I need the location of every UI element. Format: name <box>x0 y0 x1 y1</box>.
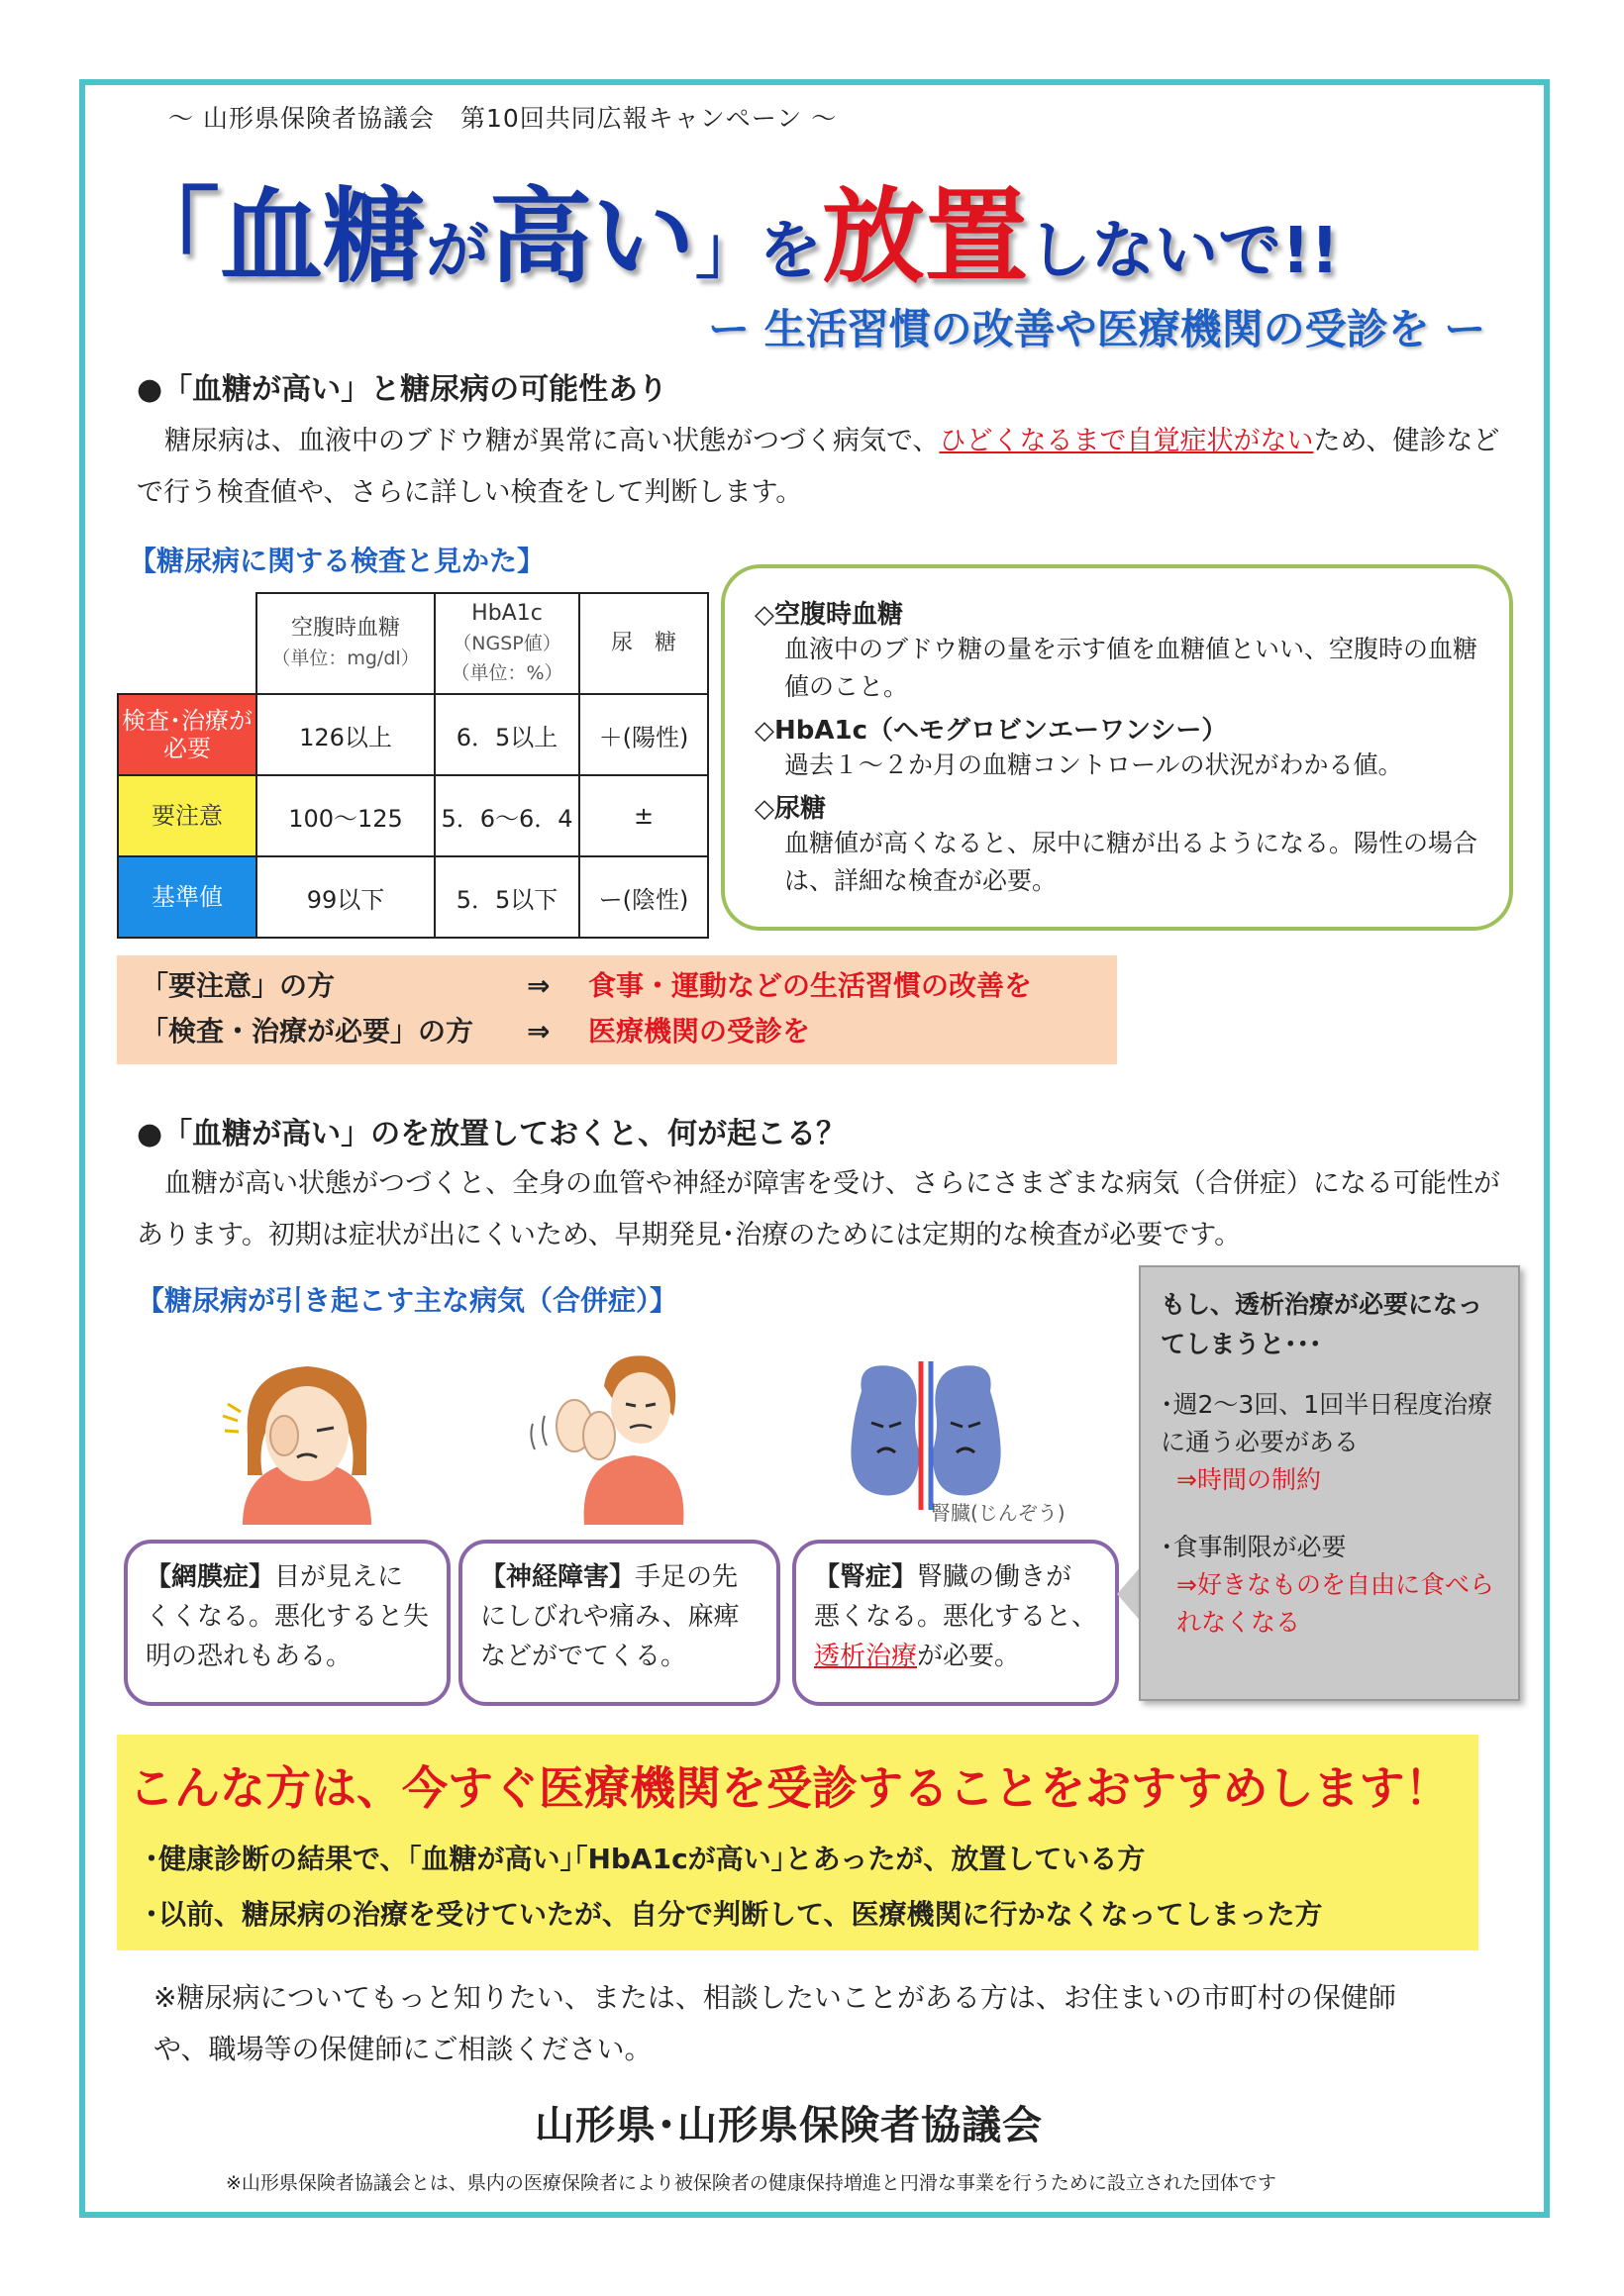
recommendation-title: こんな方は、今すぐ医療機関を受診することをおすすめします！ <box>129 1761 1451 1815</box>
table-header: 尿 糖 <box>579 593 708 694</box>
complication-desc: 手足の先にしびれや痛み、麻痺などがでてくる。 <box>480 1562 740 1671</box>
advice-who: 「検査・治療が必要」の方 <box>141 1015 474 1048</box>
table-cell: 6．5以上 <box>435 694 579 775</box>
definitions-box <box>721 564 1513 931</box>
definition-desc: 血液中のブドウ糖の量を示す値を血糖値といい、空腹時の血糖値のこと。 <box>784 635 1478 701</box>
section1-heading: ●「血糖が高い」と糖尿病の可能性あり <box>137 372 668 407</box>
table-cell: 126以上 <box>256 694 435 775</box>
header-unit: （単位：%） <box>451 662 563 684</box>
section1-body <box>137 416 1513 519</box>
table-cell: ＋(陽性) <box>579 694 708 775</box>
emphasis-text: 透析治療 <box>814 1642 918 1671</box>
definition-desc: 過去１～２か月の血糖コントロールの状況がわかる値。 <box>784 750 1403 779</box>
advice-arrow: ⇒ <box>527 969 551 1002</box>
row-label: 要注意 <box>118 775 256 856</box>
table-cell: 5．5以下 <box>435 856 579 938</box>
header-sub: （NGSP値） <box>453 633 561 654</box>
row-label: 検査･治療が必要 <box>118 694 256 775</box>
emphasis-text: ひどくなるまで自覚症状がない <box>939 426 1314 456</box>
table-cell: ー(陰性) <box>579 856 708 938</box>
complication-card-retinopathy <box>124 1540 451 1706</box>
callout-result: ⇒好きなものを自由に食べられなくなる <box>1176 1570 1494 1637</box>
title-part: 放置 <box>822 176 1029 297</box>
header-unit: （単位：mg/dl） <box>271 648 420 669</box>
advice-box <box>117 955 1117 1064</box>
complication-name: 【腎症】 <box>814 1562 918 1592</box>
definition-term: ◇空腹時血糖 <box>755 600 903 630</box>
callout-question: もし、透析治療が必要になってしまうと･･･ <box>1161 1290 1483 1358</box>
definition-term: ◇HbA1c（ヘモグロビンエーワンシー） <box>755 716 1228 746</box>
definition-term: ◇尿糖 <box>755 794 826 824</box>
table-row <box>118 694 708 775</box>
table-cell: ± <box>579 775 708 856</box>
recommendation-item: ･以前、糖尿病の治療を受けていたが、自分で判断して、医療機関に行かなくなってしまった方 <box>145 1898 1323 1931</box>
recommendation-box <box>117 1735 1478 1950</box>
title-part: 「血糖 <box>117 176 427 297</box>
table-row <box>118 856 708 938</box>
recommendation-item: ･健康診断の結果で、｢血糖が高い｣｢HbA1cが高い｣とあったが、放置している方 <box>145 1843 1146 1875</box>
organization-name: 山形県･山形県保険者協議会 <box>535 2103 1043 2148</box>
table-cell: 100～125 <box>256 775 435 856</box>
consultation-note: ※糖尿病についてもっと知りたい、または、相談したいことがある方は、お住まいの市町村の保健師や、職場等の保健師にご相談ください。 <box>153 1981 1396 2065</box>
advice-who: 「要注意」の方 <box>141 969 336 1002</box>
campaign-line: ～ 山形県保険者協議会 第10回共同広報キャンペーン ～ <box>168 104 838 133</box>
header-label: HbA1c <box>471 601 543 626</box>
complication-name: 【神経障害】 <box>480 1562 636 1592</box>
section2-heading: ●「血糖が高い」のを放置しておくと、何が起こる？ <box>137 1117 847 1151</box>
callout-result: ⇒時間の制約 <box>1176 1465 1321 1494</box>
table-header <box>435 593 579 694</box>
definition-desc: 血糖値が高くなると、尿中に糖が出るようになる。陽性の場合は、詳細な検査が必要。 <box>784 829 1478 895</box>
exam-table <box>117 592 709 939</box>
row-label: 基準値 <box>118 856 256 938</box>
table-cell: 5．6～6．4 <box>435 775 579 856</box>
retinopathy-illustration <box>203 1356 411 1525</box>
exam-subheading: 【糖尿病に関する検査と見かた】 <box>129 545 546 577</box>
title-part: 」を <box>695 215 823 288</box>
advice-what: 医療機関の受診を <box>588 1015 811 1048</box>
complication-name: 【網膜症】 <box>146 1562 275 1592</box>
body-text: 糖尿病は、血液中のブドウ糖が異常に高い状態がつづく病気で、 <box>164 426 940 456</box>
table-header <box>256 593 435 694</box>
advice-row <box>141 963 1093 1009</box>
body-text: ため、健診などで行う検査値や、さらに詳しい検査をして判断します。 <box>137 426 1500 508</box>
footnote: ※山形県保険者協議会とは、県内の医療保険者により被保険者の健康保持増進と円滑な事業を行うために設立された団体です <box>226 2172 1276 2194</box>
table-corner <box>118 593 256 694</box>
table-cell: 99以下 <box>256 856 435 938</box>
complication-desc: 目が見えにくくなる。悪化すると失明の恐れもある。 <box>146 1562 430 1671</box>
header-label: 空腹時血糖 <box>290 616 400 641</box>
advice-arrow: ⇒ <box>527 1015 551 1048</box>
complication-desc: が必要。 <box>917 1642 1021 1671</box>
table-row <box>118 775 708 856</box>
main-title <box>117 153 1340 297</box>
kidney-label: 腎臓(じんぞう) <box>931 1501 1066 1525</box>
kidney-illustration <box>842 1361 1010 1510</box>
advice-what: 食事・運動などの生活習慣の改善を <box>588 969 1033 1002</box>
complication-card-neuropathy <box>458 1540 780 1706</box>
title-part: しないで!! <box>1028 215 1340 288</box>
neuropathy-illustration <box>515 1347 703 1525</box>
complication-desc: 腎臓の働きが悪くなる。悪化すると、 <box>814 1562 1098 1632</box>
title-part: が <box>426 215 490 288</box>
dialysis-callout <box>1139 1265 1520 1701</box>
complications-subheading: 【糖尿病が引き起こす主な病気（合併症）】 <box>137 1284 678 1317</box>
section2-body: 血糖が高い状態がつづくと、全身の血管や神経が障害を受け、さらにさまざまな病気（合併症）になる可能性があります。初期は症状が出にくいため、早期発見･治療のためには定期的な検査が必要です。 <box>137 1168 1500 1250</box>
callout-item: ･食事制限が必要 <box>1161 1533 1347 1561</box>
advice-row <box>141 1009 1093 1054</box>
callout-item: ･週2～3回、1回半日程度治療に通う必要がある <box>1161 1390 1493 1456</box>
title-part: 高い <box>489 176 696 297</box>
subtitle: ー 生活習慣の改善や医療機関の受診を ー <box>708 305 1486 353</box>
complication-card-nephropathy <box>792 1540 1119 1706</box>
